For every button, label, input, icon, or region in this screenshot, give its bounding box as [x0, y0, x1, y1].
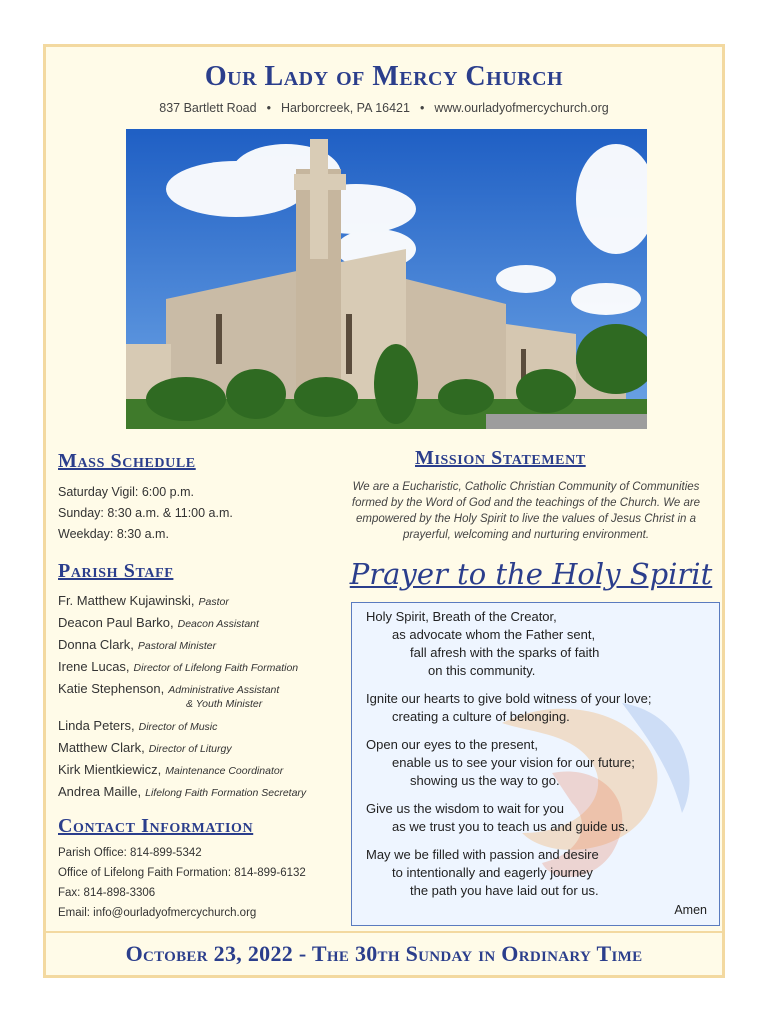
prayer-line: the path you have laid out for us.: [410, 883, 599, 898]
contact-parish-office: Parish Office: 814-899-5342: [58, 847, 202, 859]
prayer-line: Ignite our hearts to give bold witness of your love;: [366, 691, 652, 706]
staff-member: [58, 615, 259, 630]
staff-member: [58, 762, 283, 777]
prayer-line: showing us the way to go.: [410, 773, 560, 788]
staff-role: Maintenance Coordinator: [165, 765, 284, 777]
staff-member: [58, 718, 217, 733]
mission-heading: Mission Statement: [415, 447, 586, 469]
staff-name: Donna Clark,: [58, 637, 134, 652]
staff-role: Pastoral Minister: [137, 640, 217, 652]
staff-member: [58, 740, 232, 755]
prayer-line: on this community.: [428, 663, 536, 678]
church-photo: [126, 129, 647, 429]
mission-text: We are a Eucharistic, Catholic Christian Community of Communities formed by the Word of God and the teachings of the Church. We are empowered by the Holy Spirit to live the values of Jesus Christ in a prayerful, welcoming and nurturing environment.: [351, 481, 701, 541]
contact-heading: Contact Information: [58, 815, 254, 837]
footer-divider: [46, 931, 722, 933]
staff-role: Director of Liturgy: [148, 743, 232, 755]
staff-role-continued: & Youth Minister: [186, 698, 263, 710]
staff-member: [58, 681, 279, 696]
contact-email[interactable]: Email: info@ourladyofmercychurch.org: [58, 907, 257, 919]
staff-name: Fr. Matthew Kujawinski,: [58, 593, 195, 608]
staff-member: [58, 637, 216, 652]
street-address: 837 Bartlett Road: [159, 101, 257, 115]
city-address: Harborcreek, PA 16421: [280, 101, 410, 115]
mass-sunday: Sunday: 8:30 a.m. & 11:00 a.m.: [58, 506, 233, 520]
mass-schedule-heading: Mass Schedule: [58, 450, 196, 472]
prayer-line: as advocate whom the Father sent,: [392, 627, 596, 642]
staff-role: Deacon Assistant: [177, 618, 259, 630]
staff-role: Lifelong Faith Formation Secretary: [145, 787, 307, 799]
staff-member: [58, 593, 229, 608]
bulletin-page: [43, 44, 725, 978]
address-line: [46, 101, 722, 115]
prayer-title: Prayer to the Holy Spirit: [349, 557, 713, 591]
staff-name: Katie Stephenson,: [58, 681, 165, 696]
prayer-line: creating a culture of belonging.: [392, 709, 570, 724]
staff-member: [58, 659, 298, 674]
staff-name: Kirk Mientkiewicz,: [58, 762, 162, 777]
prayer-line: enable us to see your vision for our future;: [392, 755, 635, 770]
contact-faith-formation: Office of Lifelong Faith Formation: 814-899-6132: [58, 867, 306, 879]
staff-role: Administrative Assistant: [168, 684, 280, 696]
mass-saturday: Saturday Vigil: 6:00 p.m.: [58, 485, 194, 499]
staff-role: Director of Music: [138, 721, 218, 733]
church-title: Our Lady of Mercy Church: [204, 61, 564, 92]
staff-name: Linda Peters,: [58, 718, 135, 733]
website-link[interactable]: www.ourladyofmercychurch.org: [434, 101, 609, 115]
staff-name: Deacon Paul Barko,: [58, 615, 174, 630]
prayer-line: May we be filled with passion and desire: [366, 847, 599, 862]
staff-name: Andrea Maille,: [58, 784, 142, 799]
staff-member: [58, 784, 306, 799]
prayer-line: to intentionally and eagerly journey: [392, 865, 593, 880]
separator-dot: •: [419, 101, 425, 115]
parish-staff-heading: Parish Staff: [58, 560, 174, 582]
prayer-amen: Amen: [674, 903, 707, 917]
prayer-line: Open our eyes to the present,: [366, 737, 538, 752]
staff-name: Irene Lucas,: [58, 659, 130, 674]
prayer-box: [351, 602, 720, 926]
bulletin-date-footer: October 23, 2022 - The 30th Sunday in Ordinary Time: [125, 941, 643, 966]
contact-fax: Fax: 814-898-3306: [58, 887, 156, 899]
prayer-line: Holy Spirit, Breath of the Creator,: [366, 609, 557, 624]
mass-weekday: Weekday: 8:30 a.m.: [58, 527, 169, 541]
staff-role: Director of Lifelong Faith Formation: [133, 662, 299, 674]
prayer-line: Give us the wisdom to wait for you: [366, 801, 564, 816]
separator-dot: •: [266, 101, 271, 115]
staff-role: Pastor: [198, 596, 229, 608]
staff-name: Matthew Clark,: [58, 740, 145, 755]
prayer-line: as we trust you to teach us and guide us.: [392, 819, 629, 834]
prayer-line: fall afresh with the sparks of faith: [410, 645, 600, 660]
